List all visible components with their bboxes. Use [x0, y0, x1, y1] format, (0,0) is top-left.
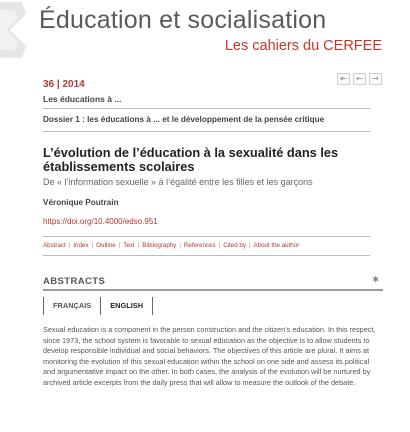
article-navigation [337, 73, 382, 85]
article-title: L’évolution de l’éducation à la sexualité dans les établissements scolaires [43, 145, 339, 174]
previous-button[interactable]: ← [353, 73, 366, 85]
separator: | [248, 242, 251, 249]
expand-icon[interactable]: ✱ [372, 275, 379, 284]
divider [43, 236, 370, 237]
separator: | [91, 242, 94, 249]
separator: | [118, 242, 121, 249]
divider [43, 131, 370, 132]
abstract-text: Sexual education is a component in the person construction and the citizen’s education. In this respect, since 1973, the school system is favorable to sexual education as the objective is to allow students to develop responsible individual and social behaviors. The objectives of this article are plural. It aims at monitoring the evolution of this sexual education within the school on one side and assess its political and argumentative impact on the other. In both cases, the analysis of the evolution will be nurtured by archived article excerpts from the daily press that will allow to measure the outlook of the debate. [43, 325, 376, 387]
section-link-outline[interactable]: Outline [96, 242, 116, 249]
section-link-bibliography[interactable]: Bibliography [142, 242, 177, 249]
section-link-index[interactable]: Index [73, 242, 89, 249]
divider [43, 255, 370, 256]
article-subtitle: De « l’information sexuelle » à l’égalité entre les filles et les garçons [43, 177, 313, 187]
site-title[interactable]: Éducation et socialisation [39, 6, 327, 34]
separator: | [218, 242, 221, 249]
next-button[interactable]: → [369, 73, 382, 85]
abstracts-divider [43, 289, 383, 291]
section-links [43, 242, 299, 249]
site-header [0, 0, 410, 62]
language-tabs [43, 297, 153, 315]
section-link-references[interactable]: References [183, 242, 216, 249]
author-name[interactable]: Véronique Poutrain [43, 198, 119, 207]
tab-francais[interactable]: FRANÇAIS [43, 297, 100, 315]
section-link-abstract[interactable]: Abstract [43, 242, 66, 249]
issue-theme[interactable]: Les éducations à ... [43, 94, 122, 104]
site-subtitle[interactable]: Les cahiers du CERFEE [224, 38, 382, 54]
section-link-about-author[interactable]: About the author [253, 242, 300, 249]
separator: | [68, 242, 71, 249]
section-link-cited-by[interactable]: Cited by [223, 242, 246, 249]
first-page-button[interactable]: ⇤ [337, 73, 350, 85]
journal-logo-icon [0, 0, 26, 58]
abstracts-heading: ABSTRACTS [43, 276, 106, 287]
separator: | [137, 242, 140, 249]
issue-number[interactable]: 36 | 2014 [43, 79, 85, 90]
tab-english[interactable]: ENGLISH [100, 297, 153, 315]
doi-link[interactable]: https://doi.org/10.4000/edso.951 [43, 217, 158, 226]
separator: | [179, 242, 181, 249]
section-link-text[interactable]: Text [123, 242, 135, 249]
divider [43, 108, 370, 109]
dossier-link[interactable]: Dossier 1 : les éducations à ... et le développement de la pensée critique [43, 115, 325, 124]
